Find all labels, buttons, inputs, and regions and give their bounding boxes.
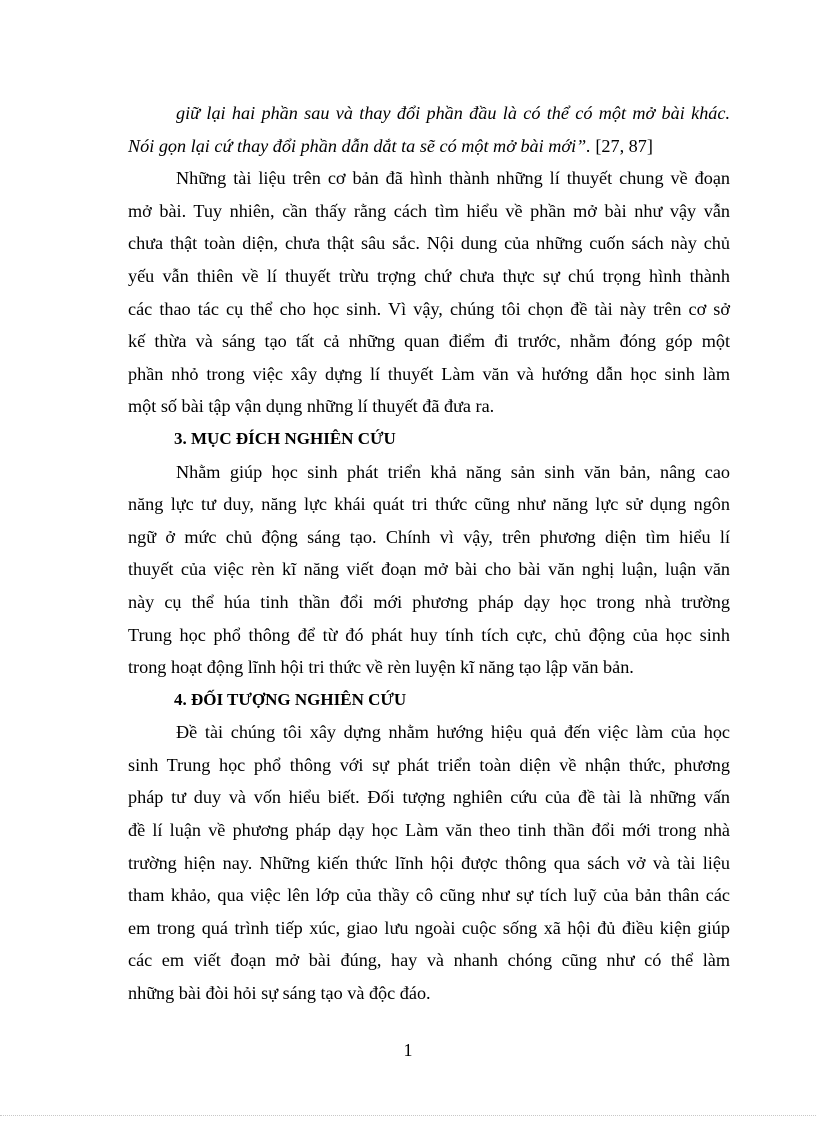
page-body: [128, 97, 730, 1010]
text-line: tham khảo, qua việc lên lớp của thầy cô cũng như sự tích luỹ của bản thân các: [128, 885, 730, 906]
text-line: các em viết đoạn mở bài đúng, hay và nhanh chóng cũng như có thể làm: [128, 950, 730, 971]
text-line: những bài đòi hỏi sự sáng tạo và độc đáo.: [128, 983, 431, 1004]
text-line: đề lí luận về phương pháp dạy học Làm văn theo tinh thần đổi mới trong nhà: [128, 820, 730, 841]
quote-block: [128, 97, 730, 162]
section-heading: 3. MỤC ĐÍCH NGHIÊN CỨU: [174, 428, 396, 448]
quote-line: giữ lại hai phần sau và thay đổi phần đầu là có thể có một mở bài khác.: [176, 103, 730, 123]
section-heading: 4. ĐỐI TƯỢNG NGHIÊN CỨU: [174, 689, 407, 709]
text-line: Đề tài chúng tôi xây dựng nhằm hướng hiệu quả đến việc làm của học: [176, 722, 730, 743]
text-line: Nhằm giúp học sinh phát triển khả năng sản sinh văn bản, nâng cao: [176, 461, 730, 482]
text-line: sinh Trung học phổ thông với sự phát triển toàn diện về nhận thức, phương: [128, 754, 730, 775]
text-line: pháp tư duy và vốn hiểu biết. Đối tượng nghiên cứu của đề tài là những vấn: [128, 787, 730, 808]
text-line: kế thừa và sáng tạo tất cả những quan điểm đi trước, nhằm đóng góp một: [128, 331, 730, 352]
text-line: này cụ thể húa tinh thần đổi mới phương pháp dạy học trong nhà trường: [128, 591, 730, 612]
text-line: thuyết của việc rèn kĩ năng viết đoạn mở bài cho bài văn nghị luận, luận văn: [128, 559, 730, 580]
paragraph-literature: [128, 162, 730, 423]
paragraph-subject: [128, 716, 730, 1009]
text-line: ngữ ở mức chủ động sáng tạo. Chính vì vậy, trên phương diện tìm hiểu lí: [128, 526, 730, 547]
text-line: một số bài tập vận dụng những lí thuyết đã đưa ra.: [128, 396, 495, 417]
text-line: mở bài. Tuy nhiên, cần thấy rằng cách tìm hiểu về phần mở bài như vậy vẫn: [128, 200, 730, 221]
citation: [27, 87]: [590, 135, 653, 156]
text-line: Những tài liệu trên cơ bản đã hình thành những lí thuyết chung về đoạn: [176, 168, 730, 189]
text-line: trường hiện nay. Những kiến thức lĩnh hội được thông qua sách vở và tài liệu: [128, 852, 730, 873]
text-line: yếu vẫn thiên về lí thuyết trừu trợng chứ chưa thực sự chú trọng hình thành: [128, 265, 730, 286]
text-line: các thao tác cụ thể cho học sinh. Vì vậy, chúng tôi chọn đề tài này trên cơ sở: [128, 298, 730, 319]
page-number: 1: [403, 1040, 413, 1060]
text-line: năng lực tư duy, năng lực khái quát tri thức cũng như năng lực sử dụng ngôn: [128, 494, 730, 515]
text-line: em trong quá trình tiếp xúc, giao lưu ngoài cuộc sống xã hội đủ điều kiện giúp: [128, 917, 730, 938]
text-line: chưa thật toàn diện, chưa thật sâu sắc. Nội dung của những cuốn sách này chủ: [128, 233, 730, 254]
page-divider: [0, 1115, 816, 1116]
text-line: Trung học phổ thông để từ đó phát huy tính tích cực, chủ động của học sinh: [128, 624, 730, 645]
paragraph-purpose: [128, 456, 730, 684]
text-line: trong hoạt động lĩnh hội tri thức về rèn luyện kĩ năng tạo lập văn bản.: [128, 657, 634, 678]
quote-line: [128, 130, 730, 163]
quote-text: Nói gọn lại cứ thay đổi phần dẫn dắt ta sẽ có một mở bài mới”.: [128, 135, 591, 156]
text-line: phần nhỏ trong việc xây dựng lí thuyết Làm văn và hướng dẫn học sinh làm: [128, 363, 730, 384]
